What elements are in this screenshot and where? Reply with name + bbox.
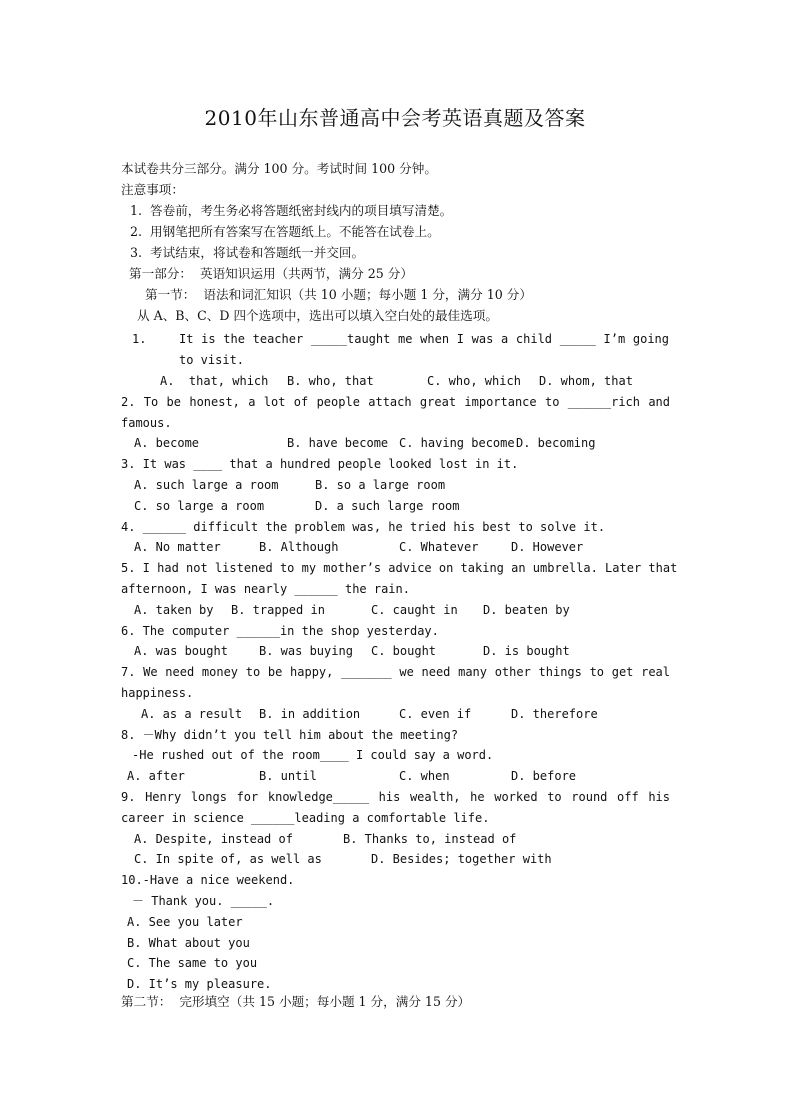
question-stem: 3. It was ____ that a hundred people looked lost in it.: [121, 457, 519, 471]
option-a: A. was bought: [134, 644, 228, 658]
option-d: D. a such large room: [315, 499, 460, 513]
option-d: D. therefore: [511, 707, 598, 721]
section1-instruction: 从 A、B、C、D 四个选项中，选出可以填入空白处的最佳选项。: [137, 308, 498, 323]
question-stem: 7. We need money to be happy, _______ we need many other things to get real: [121, 665, 670, 679]
option-c: C. bought: [371, 644, 437, 658]
question-stem: 9. Henry longs for knowledge_____ his wealth, he worked to round off his: [121, 790, 670, 804]
notice-item: 2. 用钢笔把所有答案写在答题纸上。不能答在试卷上。: [130, 224, 440, 239]
option-c: C. The same to you: [127, 956, 258, 970]
question-stem: famous.: [121, 416, 172, 430]
option-b: B. so a large room: [315, 478, 446, 492]
option-a: A. No matter: [134, 540, 221, 554]
question-stem: to visit.: [179, 353, 245, 367]
option-a: A. such large a room: [134, 478, 279, 492]
option-a: A. Despite, instead of: [134, 832, 293, 846]
question-stem: afternoon, I was nearly ______ the rain.: [121, 582, 410, 596]
option-d: D. beaten by: [483, 603, 570, 617]
option-b: B. trapped in: [231, 603, 325, 617]
option-b: B. Although: [259, 540, 339, 554]
question-stem: 2. To be honest, a lot of people attach great importance to ______rich and: [121, 395, 670, 409]
exam-info: 本试卷共分三部分。满分 100 分。考试时间 100 分钟。: [121, 161, 437, 176]
option-d: D. before: [511, 769, 577, 783]
section1-heading: 第一节： 语法和词汇知识（共 10 小题；每小题 1 分，满分 10 分）: [145, 287, 532, 302]
option-d: D. It’s my pleasure.: [127, 977, 272, 991]
option-c: C. even if: [399, 707, 472, 721]
notice-item: 3. 考试结束，将试卷和答题纸一并交回。: [130, 245, 365, 260]
question-stem: 10.-Have a nice weekend.: [121, 873, 295, 887]
question-stem: 6. The computer ______in the shop yesterday.: [121, 624, 439, 638]
option-c: C. who, which: [427, 374, 521, 388]
question-stem: happiness.: [121, 686, 194, 700]
option-c: C. In spite of, as well as: [134, 852, 322, 866]
notice-heading: 注意事项：: [121, 182, 184, 197]
option-b: B. was buying: [259, 644, 353, 658]
option-d: D. Besides; together with: [371, 852, 552, 866]
option-d: D. whom, that: [539, 374, 633, 388]
section2-heading: 第二节： 完形填空（共 15 小题；每小题 1 分，满分 15 分）: [121, 994, 471, 1009]
option-c: C. so large a room: [134, 499, 265, 513]
option-b: B. in addition: [259, 707, 361, 721]
option-b: B. have become: [287, 436, 389, 450]
page-title: 2010年山东普通高中会考英语真题及答案: [204, 106, 586, 130]
question-stem: 4. ______ difficult the problem was, he tried his best to solve it.: [121, 520, 606, 534]
option-c: C. Whatever: [399, 540, 479, 554]
option-a: A. See you later: [127, 915, 243, 929]
option-a: A. become: [134, 436, 200, 450]
option-a: A. as a result: [141, 707, 243, 721]
option-a: A. after: [127, 769, 185, 783]
question-stem: -He rushed out of the room____ I could say a word.: [132, 748, 494, 762]
part1-heading: 第一部分： 英语知识运用（共两节，满分 25 分）: [129, 266, 413, 281]
option-d: D. is bought: [483, 644, 570, 658]
option-b: B. What about you: [127, 936, 250, 950]
option-c: C. caught in: [371, 603, 458, 617]
option-d: D. However: [511, 540, 584, 554]
option-b: B. Thanks to, instead of: [343, 832, 517, 846]
option-b: B. until: [259, 769, 317, 783]
question-stem: 5. I had not listened to my mother’s advice on taking an umbrella. Later that: [121, 561, 678, 575]
option-d: D. becoming: [516, 436, 596, 450]
question-stem: It is the teacher _____taught me when I was a child _____ I’m going: [179, 332, 669, 346]
question-stem: － Thank you. _____.: [132, 894, 275, 908]
option-b: B. who, that: [287, 374, 374, 388]
option-a: A. that, which: [160, 374, 269, 388]
option-c: C. having become: [399, 436, 515, 450]
option-a: A. taken by: [134, 603, 214, 617]
question-number: 1.: [132, 332, 147, 346]
option-c: C. when: [399, 769, 450, 783]
question-stem: 8. －Why didn’t you tell him about the meeting?: [121, 728, 459, 742]
notice-item: 1. 答卷前，考生务必将答题纸密封线内的项目填写清楚。: [130, 203, 453, 218]
question-stem: career in science ______leading a comfortable life.: [121, 811, 490, 825]
